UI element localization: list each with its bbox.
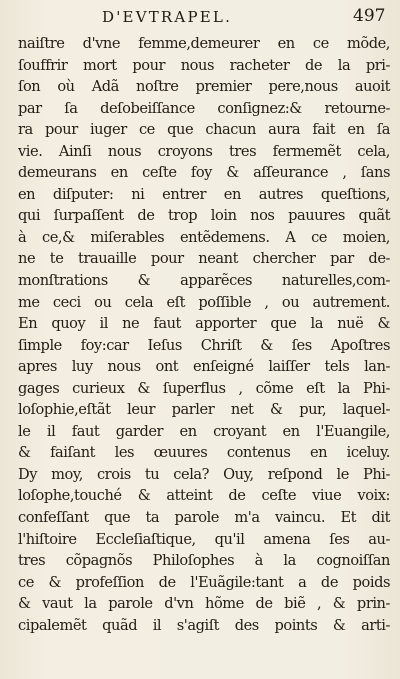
- text-line-5: ra pour iuger ce que chacun aura fait en ſa: [18, 121, 390, 139]
- text-line-18: loſophie,eſtãt leur parler net & pur, laquel-: [18, 401, 390, 419]
- text-line-17: gages curieux & ſuperflus , cõme eſt la Phi-: [18, 379, 390, 397]
- body-text: [18, 33, 390, 636]
- text-line-2: ſouffrir mort pour nous racheter de la pri-: [18, 56, 390, 74]
- text-line-20: & faiſant les œuures contenus en iceluy.: [18, 444, 390, 462]
- text-line-26: ce & profeſſion de l'Euãgile:tant a de poids: [18, 573, 390, 591]
- text-line-13: me ceci ou cela eſt poſſible , ou autrement.: [18, 293, 390, 311]
- text-line-19: le il faut garder en croyant en l'Euangile,: [18, 422, 390, 440]
- text-line-23: confeſſant que ta parole m'a vaincu. Et dit: [18, 509, 390, 527]
- text-line-9: qui ſurpaſſent de trop loin nos pauures quãt: [18, 207, 390, 225]
- page-number: 497: [353, 6, 386, 26]
- text-line-27: & vaut la parole d'vn hõme de biẽ , & prin-: [18, 595, 390, 613]
- text-line-1: naiſtre d'vne femme,demeurer en ce mõde,: [18, 35, 390, 52]
- text-line-12: monſtrations & apparẽces naturelles,com-: [18, 272, 390, 290]
- text-line-24: l'hiſtoire Eccleſiaſtique, qu'il amena ſes au-: [18, 530, 390, 548]
- text-line-3: ſon où Adã noſtre premier pere,nous auoit: [18, 78, 390, 96]
- text-line-25: tres cõpagnõs Philoſophes à la cognoiſſan: [18, 552, 390, 570]
- text-line-7: demeurans en ceſte foy & aſſeurance , ſans: [18, 164, 390, 182]
- text-line-21: Dy moy, crois tu cela? Ouy, reſpond le Phi-: [18, 465, 390, 483]
- text-line-14: En quoy il ne faut apporter que la nuë &: [18, 315, 390, 333]
- text-line-4: par ſa deſobeiſſance conſignez:& retourne-: [18, 99, 390, 117]
- running-head: D'EVTRAPEL.: [102, 8, 233, 26]
- text-line-28: cipalemẽt quãd il s'agiſt des points & arti-: [18, 616, 390, 634]
- text-line-22: loſophe,touché & atteint de ceſte viue voix:: [18, 487, 390, 505]
- text-line-8: en diſputer: ni entrer en autres queſtions,: [18, 185, 390, 203]
- text-line-6: vie. Ainſi nous croyons tres fermemẽt cela,: [18, 142, 390, 160]
- text-line-10: à ce,& miſerables entẽdemens. A ce moien,: [18, 228, 390, 246]
- text-line-15: ſimple foy:car Ieſus Chriſt & ſes Apoſtres: [18, 336, 390, 354]
- text-line-11: ne te trauaille pour neant chercher par de-: [18, 250, 390, 268]
- text-line-16: apres luy nous ont enſeigné laiſſer tels lan-: [18, 358, 390, 376]
- page-header: [0, 4, 400, 34]
